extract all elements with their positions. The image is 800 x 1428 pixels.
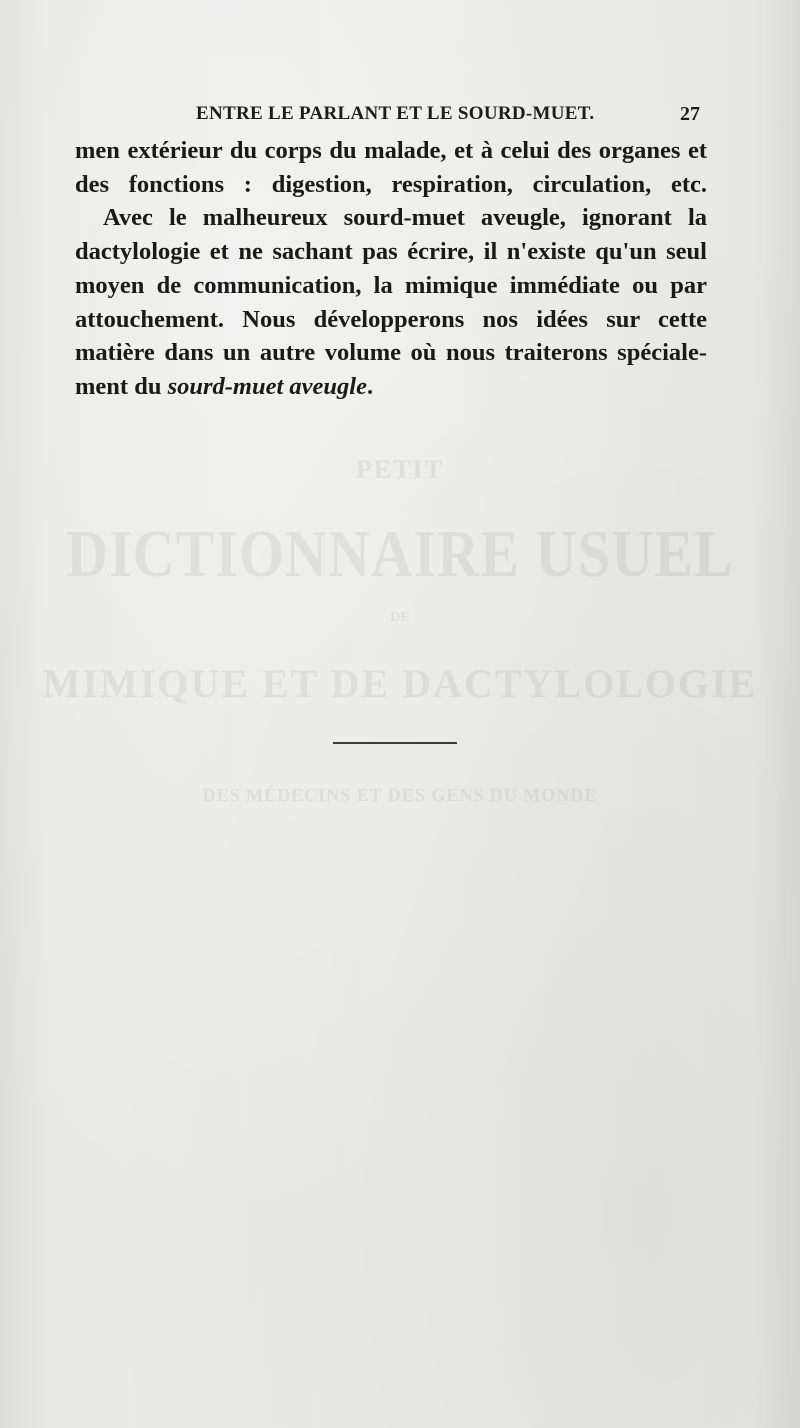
show-through-line-1: PETIT — [355, 455, 445, 484]
paragraph-2-italic: sourd-muet aveugle — [167, 372, 367, 400]
show-through-line-2: DICTIONNAIRE USUEL — [66, 516, 734, 591]
paragraph-1: men extérieur du corps du malade, et à celui des organes et des fonctions : digestion, respiration, circulation, etc. — [75, 137, 707, 198]
divider-rule — [333, 742, 457, 744]
show-through-line-4: MIMIQUE ET DE DACTYLOLOGIE — [42, 661, 758, 706]
body-text — [75, 134, 707, 404]
paragraph-2-text: Avec le malheureux sourd-muet aveugle, ignorant la dactylologie et ne sachant pas écrire, il n'existe qu'un seul moyen de communication, la mimique immédiate ou par attouchement. Nous développerons nos idées sur cette matière dans un autre volume où nous traiterons spéciale-ment du — [75, 204, 707, 400]
paragraph-2 — [75, 201, 707, 403]
paragraph-2-end: . — [366, 372, 374, 400]
show-through-line-5: DES MÉDECINS ET DES GENS DU MONDE — [202, 785, 598, 805]
running-head: ENTRE LE PARLANT ET LE SOURD-MUET. — [196, 103, 595, 124]
page-number: 27 — [680, 103, 700, 125]
show-through-line-3: DE — [390, 610, 410, 625]
